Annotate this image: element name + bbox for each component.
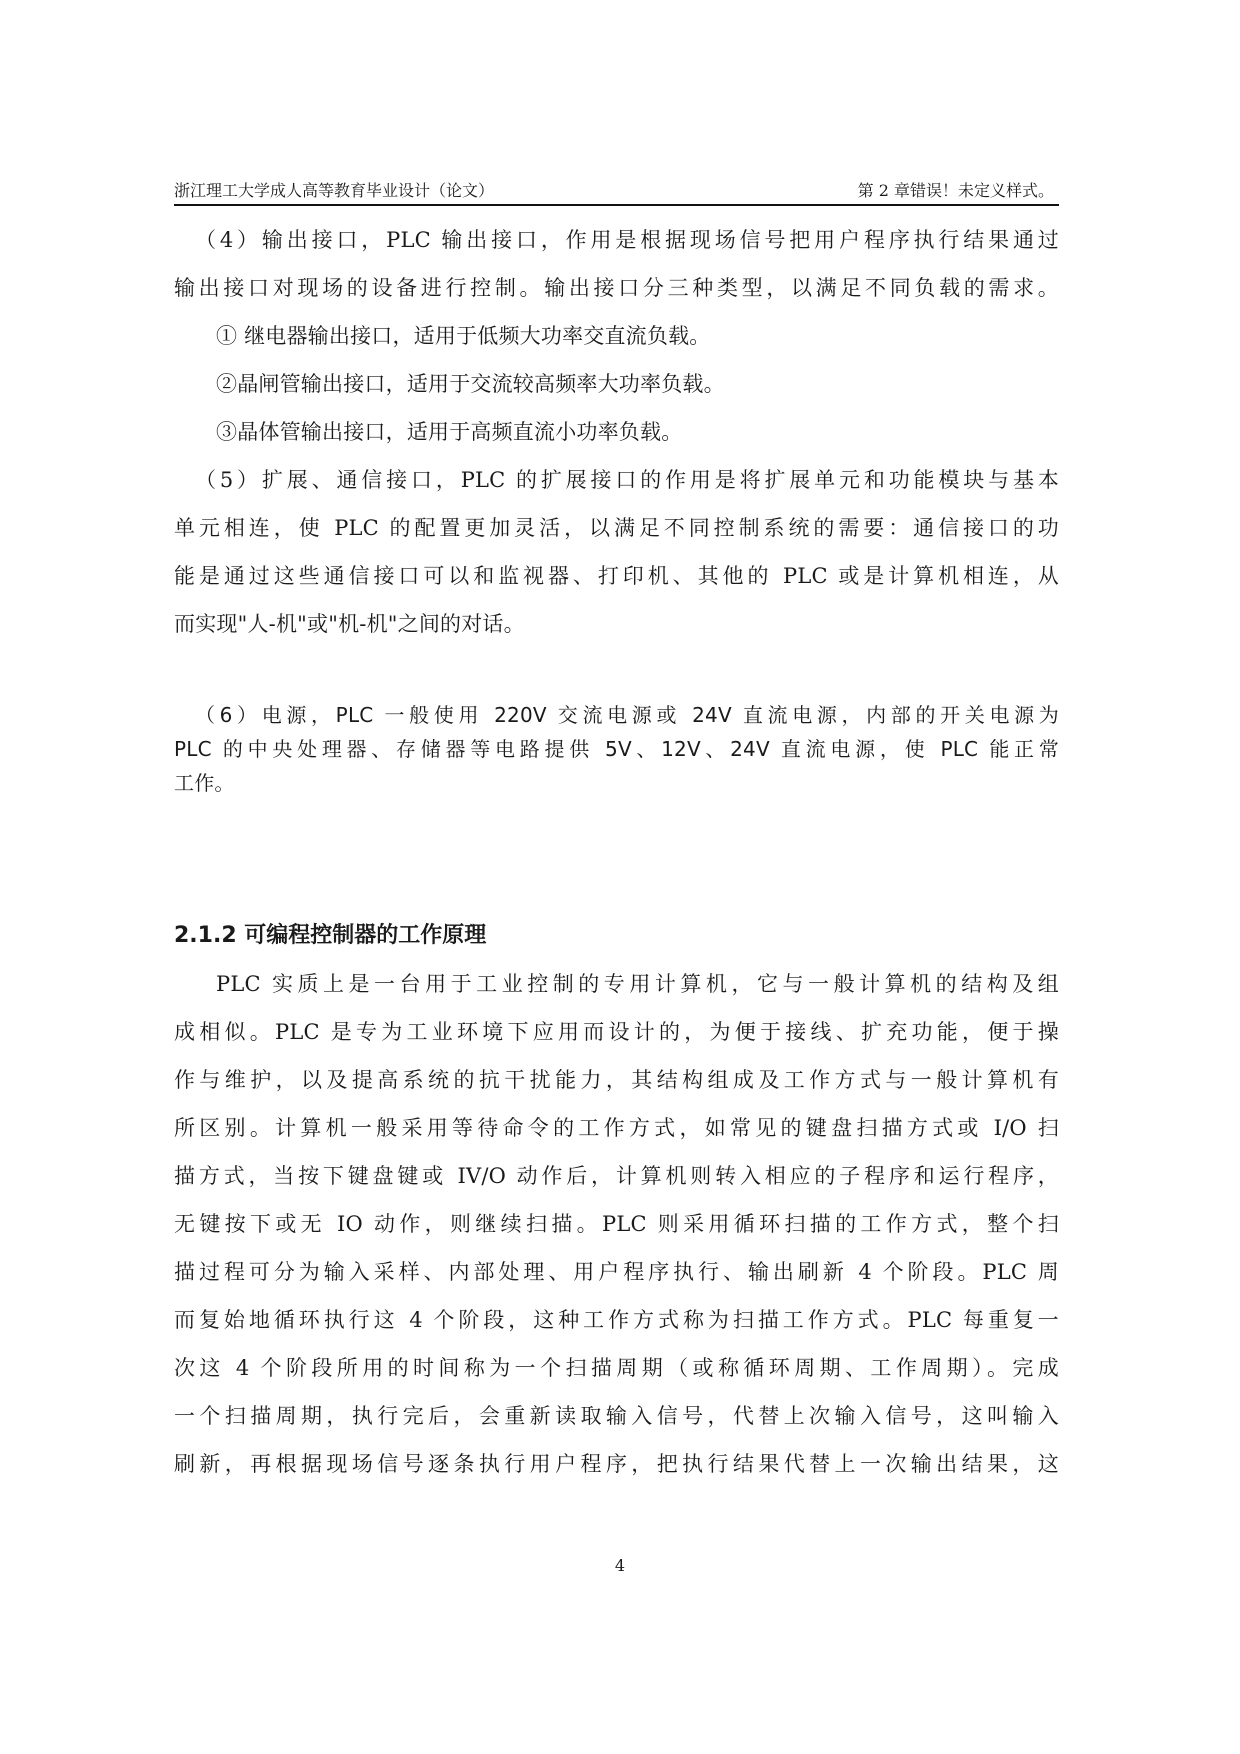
paragraph-line: PLC 的中央处理器、存储器等电路提供 5V、12V、24V 直流电源，使 PLC 能正常 (174, 737, 1059, 761)
page-number: 4 (614, 1556, 626, 1575)
page-header (174, 178, 1054, 204)
paragraph-line: PLC 实质上是一台用于工业控制的专用计算机，它与一般计算机的结构及组 (216, 972, 1059, 996)
paragraph-line: （6）电源，PLC 一般使用 220V 交流电源或 24V 直流电源，内部的开关电源为 (195, 703, 1059, 727)
list-item: ②晶闸管输出接口，适用于交流较高频率大功率负载。 (216, 372, 725, 396)
paragraph-line: 而复始地循环执行这 4 个阶段，这种工作方式称为扫描工作方式。PLC 每重复一 (174, 1308, 1059, 1332)
paragraph-line: 单元相连，使 PLC 的配置更加灵活，以满足不同控制系统的需要：通信接口的功 (174, 516, 1059, 540)
paragraph-line: 描过程可分为输入采样、内部处理、用户程序执行、输出刷新 4 个阶段。PLC 周 (174, 1260, 1059, 1284)
paragraph-line: 描方式，当按下键盘键或 IV/O 动作后，计算机则转入相应的子程序和运行程序， (174, 1164, 1059, 1188)
paragraph-line: 输出接口对现场的设备进行控制。输出接口分三种类型，以满足不同负载的需求。 (174, 276, 1059, 300)
header-chapter: 第 2 章错误！未定义样式。 (857, 181, 1054, 200)
list-item: ① 继电器输出接口，适用于低频大功率交直流负载。 (216, 324, 711, 348)
section-working-principle (174, 960, 1059, 1488)
paragraph-line: 能是通过这些通信接口可以和监视器、打印机、其他的 PLC 或是计算机相连，从 (174, 564, 1059, 588)
paragraph-line: 刷新，再根据现场信号逐条执行用户程序，把执行结果代替上一次输出结果，这 (174, 1452, 1059, 1476)
list-item: ③晶体管输出接口，适用于高频直流小功率负载。 (216, 420, 683, 444)
section-output-interface (174, 216, 1059, 456)
paragraph-line: 工作。 (174, 771, 235, 795)
header-rule (174, 204, 1059, 206)
paragraph-line: 所区别。计算机一般采用等待命令的工作方式，如常见的键盘扫描方式或 I/O 扫 (174, 1116, 1059, 1140)
paragraph-line: 一个扫描周期，执行完后，会重新读取输入信号，代替上次输入信号，这叫输入 (174, 1404, 1059, 1428)
paragraph-line: 无键按下或无 IO 动作，则继续扫描。PLC 则采用循环扫描的工作方式，整个扫 (174, 1212, 1059, 1236)
paragraph-line: 次这 4 个阶段所用的时间称为一个扫描周期（或称循环周期、工作周期）。完成 (174, 1356, 1059, 1380)
paragraph-line: （4）输出接口，PLC 输出接口，作用是根据现场信号把用户程序执行结果通过 (195, 228, 1059, 252)
paragraph-line: 而实现"人-机"或"机-机"之间的对话。 (174, 612, 525, 636)
section-heading: 2.1.2 可编程控制器的工作原理 (174, 923, 487, 948)
paragraph-line: （5）扩展、通信接口，PLC 的扩展接口的作用是将扩展单元和功能模块与基本 (195, 468, 1059, 492)
header-title: 浙江理工大学成人高等教育毕业设计（论文） (174, 181, 495, 200)
paragraph-line: 作与维护，以及提高系统的抗干扰能力，其结构组成及工作方式与一般计算机有 (174, 1068, 1059, 1092)
section-power-supply (174, 698, 1059, 800)
paragraph-line: 成相似。PLC 是专为工业环境下应用而设计的，为便于接线、扩充功能，便于操 (174, 1020, 1059, 1044)
section-expansion-interface (174, 456, 1059, 648)
